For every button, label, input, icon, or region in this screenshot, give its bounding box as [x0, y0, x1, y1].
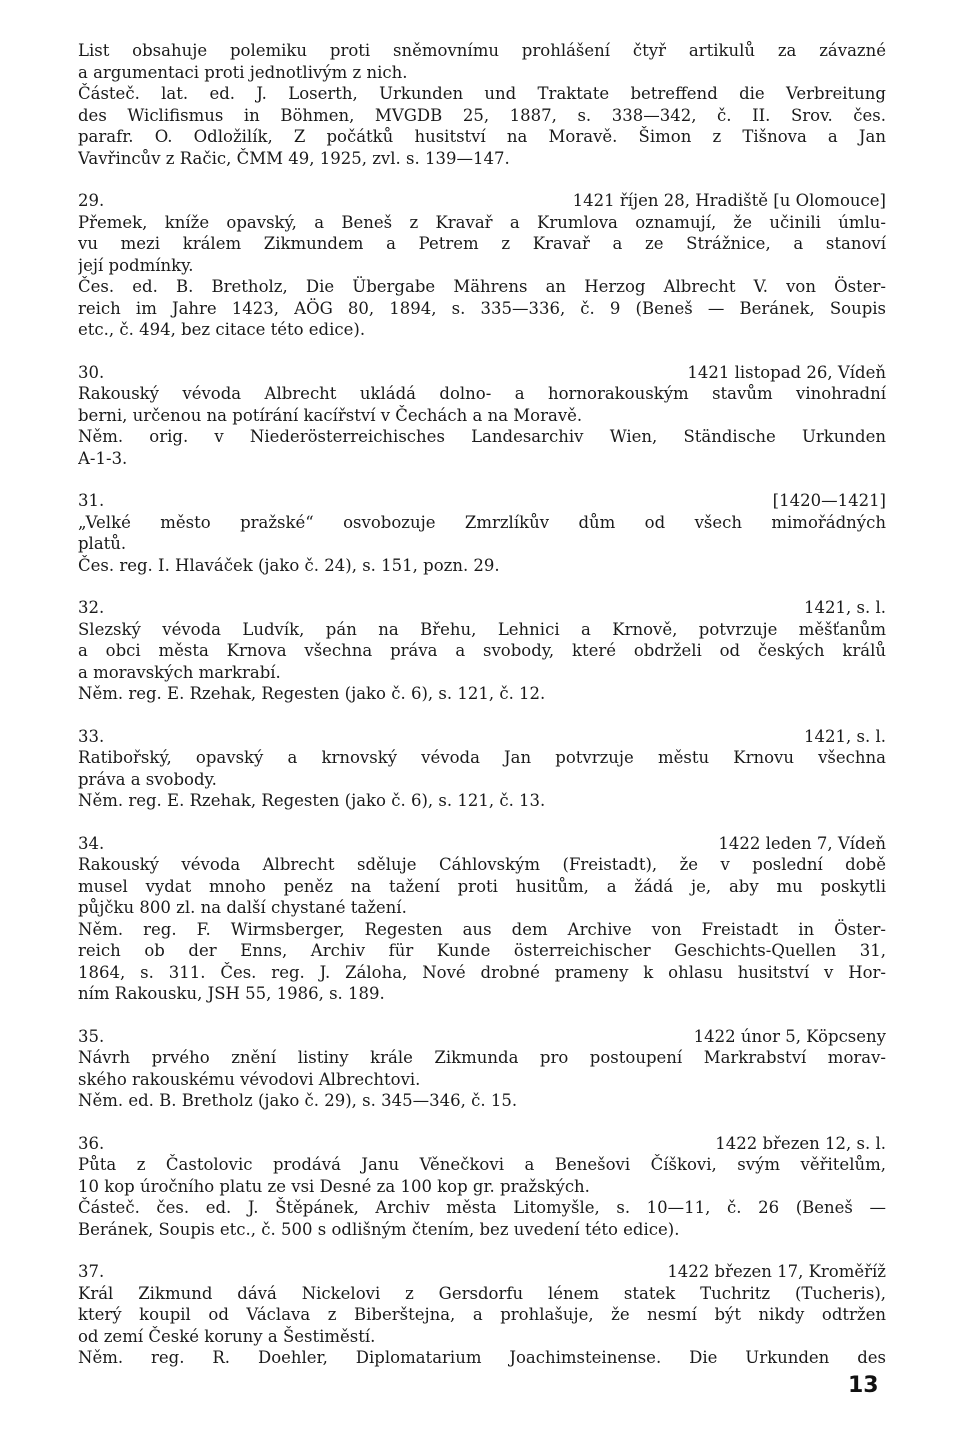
entry-header [78, 1133, 886, 1155]
entry-date: 1421, s. l. [804, 726, 886, 746]
text-line: Slezský vévoda Ludvík, pán na Břehu, Lehnici a Krnově, potvrzuje měšťanům [78, 619, 886, 639]
entry-number: 37. [78, 1262, 105, 1281]
text-line: Něm. orig. v Niederösterreichisches Landesarchiv Wien, Ständische Urkunden [78, 427, 886, 446]
text-line: Něm. reg. E. Rzehak, Regesten (jako č. 6), s. 121, č. 12. [78, 684, 546, 703]
text-line: vu mezi králem Zikmundem a Petrem z Kravař a ze Strážnice, a stanoví [78, 234, 886, 253]
entry-number: 35. [78, 1026, 105, 1046]
regest-entry-36 [78, 1133, 886, 1241]
text-line: půjčku 800 zl. na další chystané tažení. [78, 898, 407, 917]
text-line: Něm. reg. R. Doehler, Diplomatarium Joachimsteinense. Die Urkunden des [78, 1348, 886, 1367]
page-number: 13 [848, 1373, 879, 1398]
text-line: Částeč. čes. ed. J. Štěpánek, Archiv města Litomyšle, s. 10—11, č. 26 (Beneš — [78, 1198, 886, 1217]
text-line: Čes. ed. B. Bretholz, Die Übergabe Mährens an Herzog Albrecht V. von Öster- [78, 277, 886, 296]
entry-number: 36. [78, 1133, 105, 1153]
text-line: Král Zikmund dává Nickelovi z Gersdorfu lénem statek Tuchritz (Tucheris), [78, 1283, 886, 1303]
entry-number: 31. [78, 491, 105, 510]
entry-header [78, 597, 886, 619]
entry-date: 1422 únor 5, Köpcseny [693, 1026, 886, 1046]
text-line: platů. [78, 534, 127, 553]
text-line: A-1-3. [78, 448, 128, 468]
entry-header [78, 833, 886, 855]
text-line: parafr. O. Odložilík, Z počátků husitství na Moravě. Šimon z Tišnova a Jan [78, 127, 886, 146]
entry-header [78, 1026, 886, 1048]
text-line: 1864, s. 311. Čes. reg. J. Záloha, Nové drobné prameny k ohlasu husitství v Hor- [78, 962, 886, 982]
entry-header [78, 1261, 886, 1283]
text-line: Návrh prvého znění listiny krále Zikmunda pro postoupení Markrabství morav- [78, 1048, 886, 1067]
regest-entry-34 [78, 833, 886, 1005]
entry-date: 1422 březen 12, s. l. [715, 1133, 886, 1153]
text-line: Půta z Častolovic prodává Janu Věnečkovi a Benešovi Číškovi, svým věřitelům, [78, 1155, 886, 1174]
text-line: a argumentaci proti jednotlivým z nich. [78, 62, 408, 82]
text-line: a obci města Krnova všechna práva a svobody, které obdrželi od českých králů [78, 641, 886, 660]
text-line: Něm. ed. B. Bretholz (jako č. 29), s. 345—346, č. 15. [78, 1091, 518, 1110]
text-line: Beránek, Soupis etc., č. 500 s odlišným čtením, bez uvedení této edice). [78, 1219, 680, 1239]
entry-header [78, 726, 886, 748]
document-page [78, 40, 886, 1369]
text-line: Ratibořský, opavský a krnovský vévoda Jan potvrzuje městu Krnovu všechna [78, 748, 886, 767]
entry-number: 30. [78, 362, 105, 382]
intro-paragraph [78, 40, 886, 169]
text-line: práva a svobody. [78, 769, 217, 789]
regest-entry-33 [78, 726, 886, 812]
entry-date: 1421 říjen 28, Hradiště [u Olomouce] [572, 191, 886, 210]
text-line: Rakouský vévoda Albrecht sděluje Cáhlovským (Freistadt), že v poslední době [78, 855, 886, 874]
entry-number: 32. [78, 598, 105, 617]
regest-entry-30 [78, 362, 886, 470]
text-line: reich ob der Enns, Archiv für Kunde österreichischer Geschichts-Quellen 31, [78, 941, 886, 960]
regest-entry-35 [78, 1026, 886, 1112]
entry-number: 34. [78, 833, 105, 853]
text-line: který koupil od Václava z Biberštejna, a prohlašuje, že nesmí být nikdy odtržen [78, 1305, 886, 1324]
entry-date: [1420—1421] [772, 491, 886, 510]
text-line: Rakouský vévoda Albrecht ukládá dolno- a hornorakouským stavům vinohradní [78, 384, 886, 403]
text-line: a moravských markrabí. [78, 662, 281, 682]
text-line: Něm. reg. F. Wirmsberger, Regesten aus dem Archive von Freistadt in Öster- [78, 919, 886, 939]
text-line: její podmínky. [78, 255, 194, 275]
text-line: Vavřincův z Račic, ČMM 49, 1925, zvl. s. 139—147. [78, 148, 510, 168]
text-line: des Wiclifismus in Böhmen, MVGDB 25, 1887, s. 338—342, č. II. Srov. čes. [78, 105, 886, 125]
text-line: Částeč. lat. ed. J. Loserth, Urkunden und Traktate betreffend die Verbreitung [78, 84, 886, 103]
text-line: od zemí České koruny a Šestiměstí. [78, 1326, 376, 1346]
entry-date: 1421 listopad 26, Vídeň [687, 362, 886, 382]
entry-number: 29. [78, 191, 105, 210]
text-line: Něm. reg. E. Rzehak, Regesten (jako č. 6), s. 121, č. 13. [78, 791, 546, 810]
text-line: Přemek, kníže opavský, a Beneš z Kravař a Krumlova oznamují, že učinili úmlu- [78, 212, 886, 232]
text-line: Čes. reg. I. Hlaváček (jako č. 24), s. 151, pozn. 29. [78, 555, 500, 575]
regest-entry-31 [78, 490, 886, 576]
entry-date: 1422 leden 7, Vídeň [718, 833, 886, 853]
text-line: musel vydat mnoho peněz na tažení proti husitům, a žádá je, aby mu poskytli [78, 876, 886, 896]
text-line: reich im Jahre 1423, AÖG 80, 1894, s. 335—336, č. 9 (Beneš — Beránek, Soupis [78, 298, 886, 318]
entry-number: 33. [78, 726, 105, 746]
text-line: List obsahuje polemiku proti sněmovnímu prohlášení čtyř artikulů za závazné [78, 41, 886, 60]
entry-date: 1421, s. l. [804, 598, 886, 617]
text-line: ním Rakousku, JSH 55, 1986, s. 189. [78, 984, 385, 1003]
entry-header [78, 490, 886, 512]
entry-header [78, 362, 886, 384]
text-line: 10 kop úročního platu ze vsi Desné za 100 kop gr. pražských. [78, 1176, 590, 1196]
regest-entry-32 [78, 597, 886, 705]
text-line: berni, určenou na potírání kacířství v Čechách a na Moravě. [78, 405, 583, 425]
entry-date: 1422 březen 17, Kroměříž [667, 1262, 886, 1281]
text-line: „Velké město pražské“ osvobozuje Zmrzlíkův dům od všech mimořádných [78, 512, 886, 532]
text-line: ského rakouskému vévodovi Albrechtovi. [78, 1069, 421, 1089]
regest-entry-37 [78, 1261, 886, 1369]
text-line: etc., č. 494, bez citace této edice). [78, 320, 366, 339]
regest-entry-29 [78, 190, 886, 341]
entry-header [78, 190, 886, 212]
